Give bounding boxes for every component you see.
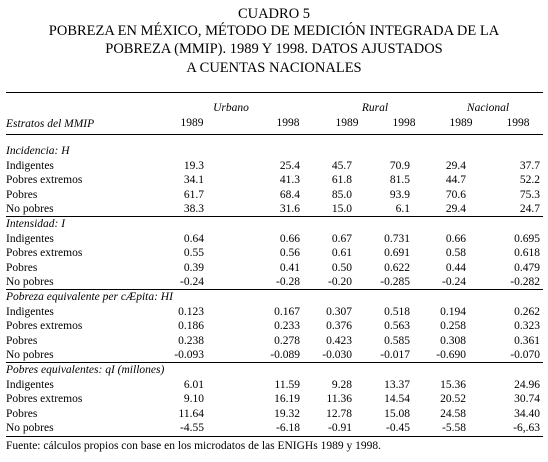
section-divider — [6, 216, 543, 217]
table-cell: 14.54 — [384, 393, 410, 406]
table-cell: -0.28 — [276, 276, 300, 289]
table-title-line-2: POBREZA (MMIP). 1989 Y 1998. DATOS AJUSTADOS — [105, 41, 443, 57]
table-cell: -0.45 — [386, 422, 410, 435]
table-cell: 16.19 — [274, 393, 300, 406]
year-header: 1998 — [506, 117, 530, 129]
table-cell: -0.24 — [180, 276, 204, 289]
table-cell: 0.262 — [514, 305, 540, 318]
row-label: No pobres — [6, 349, 54, 362]
table-cell: 0.423 — [326, 334, 352, 347]
table-cell: 81.5 — [389, 174, 410, 187]
row-label: Indigentes — [6, 378, 54, 391]
row-label: Pobres extremos — [6, 174, 83, 187]
table-cell: 0.56 — [279, 247, 300, 260]
table-cell: 0.585 — [384, 334, 410, 347]
table-cell: 24.58 — [440, 407, 466, 420]
table-cell: 0.376 — [326, 320, 352, 333]
table-cell: -0.030 — [322, 349, 352, 362]
section-title: Incidencia: H — [6, 145, 70, 157]
table-cell: 0.308 — [440, 334, 466, 347]
section-title: Pobres equivalentes: qI (millones) — [6, 364, 165, 376]
table-cell: 85.0 — [331, 188, 352, 201]
table-cell: 41.3 — [279, 174, 300, 187]
table-cell: -0.282 — [510, 276, 540, 289]
row-header-label: Estratos del MMIP — [6, 118, 95, 130]
table-cell: 30.74 — [514, 393, 540, 406]
table-cell: -6,.63 — [513, 422, 540, 435]
header-bottom-rule — [6, 134, 543, 135]
year-header: 1998 — [276, 117, 300, 129]
year-header: 1989 — [335, 117, 359, 129]
table-cell: 0.64 — [183, 232, 204, 245]
table-label: CUADRO 5 — [237, 6, 311, 22]
year-header: 1998 — [392, 117, 416, 129]
table-cell: 0.695 — [514, 232, 540, 245]
table-cell: 9.10 — [183, 393, 204, 406]
table-cell: 9.28 — [331, 378, 352, 391]
top-rule — [6, 92, 543, 93]
table-cell: 20.52 — [440, 393, 466, 406]
table-cell: -4.55 — [180, 422, 204, 435]
table-cell: 0.61 — [331, 247, 352, 260]
table-cell: 12.78 — [326, 407, 352, 420]
row-label: No pobres — [6, 276, 54, 289]
table-cell: 15.0 — [331, 203, 352, 216]
table-cell: -0.089 — [270, 349, 300, 362]
bottom-rule — [6, 436, 543, 437]
row-label: Pobres — [6, 334, 38, 347]
table-cell: 24.7 — [519, 203, 540, 216]
table-cell: 0.238 — [178, 334, 204, 347]
row-label: No pobres — [6, 203, 54, 216]
table-cell: 31.6 — [279, 203, 300, 216]
table-cell: -0.285 — [380, 276, 410, 289]
table-cell: 11.36 — [326, 393, 352, 406]
table-cell: -0.91 — [328, 422, 352, 435]
table-cell: 0.361 — [514, 334, 540, 347]
table-cell: 34.1 — [183, 174, 204, 187]
table-cell: 61.7 — [183, 188, 204, 201]
table-cell: 0.278 — [274, 334, 300, 347]
table-cell: 0.186 — [178, 320, 204, 333]
table-cell: 15.08 — [384, 407, 410, 420]
table-cell: 0.233 — [274, 320, 300, 333]
table-cell: -0.017 — [380, 349, 410, 362]
row-label: Pobres extremos — [6, 247, 83, 260]
section-title: Pobreza equivalente per cÆpita: HI — [6, 291, 173, 303]
row-label: Pobres — [6, 261, 38, 274]
table-cell: 0.66 — [445, 232, 466, 245]
table-cell: 70.6 — [445, 188, 466, 201]
table-title-line-3: A CUENTAS NACIONALES — [186, 60, 362, 76]
table-cell: -5.58 — [442, 422, 466, 435]
table-cell: 0.563 — [384, 320, 410, 333]
footnote: Fuente: cálculos propios con base en los microdatos de las ENIGHs 1989 y 1998. — [6, 440, 381, 452]
row-label: Indigentes — [6, 232, 54, 245]
table-cell: 37.7 — [519, 159, 540, 172]
table-cell: -0.093 — [174, 349, 204, 362]
table-cell: 0.123 — [178, 305, 204, 318]
table-cell: 0.691 — [384, 247, 410, 260]
table-cell: 0.55 — [183, 247, 204, 260]
table-cell: 0.622 — [384, 261, 410, 274]
table-cell: 34.40 — [514, 407, 540, 420]
row-label: Indigentes — [6, 305, 54, 318]
table-cell: 0.323 — [514, 320, 540, 333]
table-cell: 75.3 — [519, 188, 540, 201]
table-cell: 0.66 — [279, 232, 300, 245]
table-cell: 24.96 — [514, 378, 540, 391]
table-cell: 68.4 — [279, 188, 300, 201]
table-cell: 0.731 — [384, 232, 410, 245]
row-label: Indigentes — [6, 159, 54, 172]
table-cell: 11.64 — [178, 407, 204, 420]
row-label: Pobres — [6, 188, 38, 201]
table-cell: -0.20 — [328, 276, 352, 289]
table-cell: 70.9 — [389, 159, 410, 172]
table-cell: -0.070 — [510, 349, 540, 362]
table-cell: 0.518 — [384, 305, 410, 318]
table-cell: 0.44 — [445, 261, 466, 274]
table-cell: 0.479 — [514, 261, 540, 274]
table-cell: 0.67 — [331, 232, 352, 245]
table-cell: 0.50 — [331, 261, 352, 274]
table-cell: 61.8 — [331, 174, 352, 187]
row-label: Pobres extremos — [6, 393, 83, 406]
table-cell: 0.618 — [514, 247, 540, 260]
column-group-rural: Rural — [361, 102, 389, 114]
table-cell: 29.4 — [445, 203, 466, 216]
table-cell: -6.18 — [276, 422, 300, 435]
table-cell: 19.3 — [183, 159, 204, 172]
table-cell: 0.39 — [183, 261, 204, 274]
table-cell: 38.3 — [183, 203, 204, 216]
row-label: Pobres — [6, 407, 38, 420]
table-cell: 13.37 — [384, 378, 410, 391]
table-cell: 44.7 — [445, 174, 466, 187]
year-header: 1989 — [180, 117, 204, 129]
table-cell: 15.36 — [440, 378, 466, 391]
column-group-nacional: Nacional — [466, 102, 510, 114]
table-cell: 93.9 — [389, 188, 410, 201]
year-header: 1989 — [449, 117, 473, 129]
table-cell: 52.2 — [519, 174, 540, 187]
table-cell: 0.167 — [274, 305, 300, 318]
table-cell: 45.7 — [331, 159, 352, 172]
table-cell: 0.194 — [440, 305, 466, 318]
section-title: Intensidad: I — [6, 218, 66, 230]
table-cell: 6.01 — [183, 378, 204, 391]
table-cell: 0.307 — [326, 305, 352, 318]
row-label: Pobres extremos — [6, 320, 83, 333]
table-cell: 25.4 — [279, 159, 300, 172]
table-cell: 0.41 — [279, 261, 300, 274]
table-cell: 0.258 — [440, 320, 466, 333]
table-cell: -0.690 — [436, 349, 466, 362]
table-cell: 29.4 — [445, 159, 466, 172]
column-group-urbano: Urbano — [213, 102, 249, 114]
table-cell: -0.24 — [442, 276, 466, 289]
row-label: No pobres — [6, 422, 54, 435]
table-cell: 0.58 — [445, 247, 466, 260]
table-title-line-1: POBREZA EN MÉXICO, MÉTODO DE MEDICIÓN INTEGRADA DE LA — [48, 23, 500, 39]
table-cell: 19.32 — [274, 407, 300, 420]
table-cell: 11.59 — [274, 378, 300, 391]
table-cell: 6.1 — [395, 203, 410, 216]
